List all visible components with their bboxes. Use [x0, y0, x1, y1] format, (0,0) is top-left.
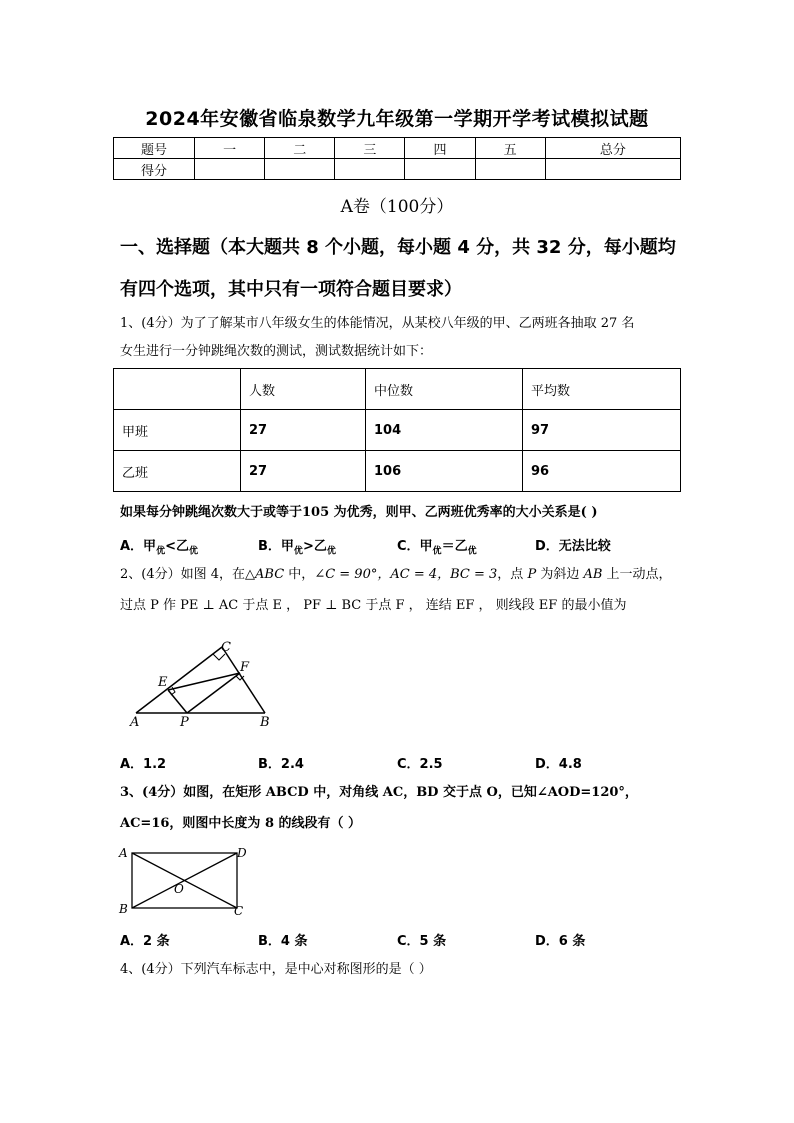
table-cell: 甲班: [114, 410, 241, 451]
q2-option-c: C．2.5: [397, 757, 443, 772]
segment-pe: [168, 690, 187, 713]
label-c: C: [234, 904, 244, 918]
side-bc: [222, 647, 265, 713]
label-p: P: [180, 715, 189, 730]
score-cell: 得分: [114, 159, 195, 180]
score-cell: 四: [405, 138, 475, 159]
label-a: A: [130, 715, 140, 730]
table-cell: [114, 369, 241, 410]
q2-option-a: A．1.2: [120, 757, 167, 772]
q2-line1: 2、(4分）如图 4，在△ABC 中，∠C = 90°，AC = 4，BC = 3，点 P 为斜边 AB 上一动点，: [120, 567, 672, 582]
score-cell: [195, 159, 265, 180]
section-heading-line1: 一、选择题（本大题共 8 个小题，每小题 4 分，共 32 分，每小题均: [120, 237, 676, 258]
score-cell: [545, 159, 680, 180]
table-row: [114, 451, 681, 492]
q3-option-a: A．2 条: [120, 934, 170, 949]
score-cell: 题号: [114, 138, 195, 159]
score-cell: [265, 159, 335, 180]
q1-option-c: C．甲$_优$＝乙$_优$: [397, 539, 477, 557]
triangle-figure: [120, 635, 290, 730]
score-cell: 二: [265, 138, 335, 159]
q4-line1: 4、(4分）下列汽车标志中，是中心对称图形的是（ ）: [120, 962, 432, 977]
score-entry-row: [114, 159, 681, 180]
score-header-row: [114, 138, 681, 159]
table-cell: 106: [366, 451, 523, 492]
q1-data-table: [113, 368, 681, 492]
document-title: 2024年安徽省临泉数学九年级第一学期开学考试模拟试题: [145, 108, 649, 130]
q3-line2: AC=16，则图中长度为 8 的线段有（ ）: [120, 816, 362, 831]
score-cell: 三: [335, 138, 405, 159]
table-cell: 乙班: [114, 451, 241, 492]
score-cell: 一: [195, 138, 265, 159]
table-cell: 27: [241, 451, 366, 492]
label-b: B: [260, 715, 270, 730]
table-cell: 27: [241, 410, 366, 451]
score-cell: [405, 159, 475, 180]
table-row: [114, 410, 681, 451]
section-heading-line2: 有四个选项，其中只有一项符合题目要求）: [120, 279, 462, 300]
label-b: B: [119, 902, 128, 916]
q1-question: 如果每分钟跳绳次数大于或等于105 为优秀，则甲、乙两班优秀率的大小关系是( ): [120, 505, 598, 520]
q3-line1: 3、(4分）如图，在矩形 ABCD 中，对角线 AC，BD 交于点 O，已知∠AOD=120°，: [120, 785, 638, 800]
q1-line1: 1、(4分）为了了解某市八年级女生的体能情况，从某校八年级的甲、乙两班各抽取 27 名: [120, 316, 635, 331]
q3-option-b: B．4 条: [258, 934, 308, 949]
label-d: D: [237, 846, 247, 860]
q2-line2: 过点 P 作 PE ⊥ AC 于点 E ， PF ⊥ BC 于点 F ， 连结 EF ， 则线段 EF 的最小值为: [120, 598, 627, 613]
volume-heading: A卷（100分）: [340, 197, 454, 217]
label-c: C: [221, 640, 231, 655]
label-f: F: [240, 660, 250, 675]
q1-option-a: A．甲$_优$<乙$_优$: [120, 539, 198, 557]
q1-option-b: B．甲$_优$>乙$_优$: [258, 539, 336, 557]
label-a: A: [119, 846, 128, 860]
table-cell: 96: [523, 451, 681, 492]
q2-option-d: D．4.8: [535, 757, 582, 772]
table-cell: 平均数: [523, 369, 681, 410]
score-table: [113, 137, 681, 180]
q2-option-b: B．2.4: [258, 757, 304, 772]
table-row: [114, 369, 681, 410]
score-cell: 五: [475, 138, 545, 159]
q1-option-d: D．无法比较: [535, 539, 611, 554]
table-cell: 中位数: [366, 369, 523, 410]
score-cell: [475, 159, 545, 180]
score-cell: 总分: [545, 138, 680, 159]
label-o: O: [174, 882, 184, 896]
table-cell: 人数: [241, 369, 366, 410]
rectangle-figure: [115, 843, 255, 918]
score-cell: [335, 159, 405, 180]
label-e: E: [158, 675, 168, 690]
q3-option-c: C．5 条: [397, 934, 447, 949]
q1-line2: 女生进行一分钟跳绳次数的测试，测试数据统计如下：: [120, 344, 433, 359]
table-cell: 97: [523, 410, 681, 451]
table-cell: 104: [366, 410, 523, 451]
q3-option-d: D．6 条: [535, 934, 586, 949]
